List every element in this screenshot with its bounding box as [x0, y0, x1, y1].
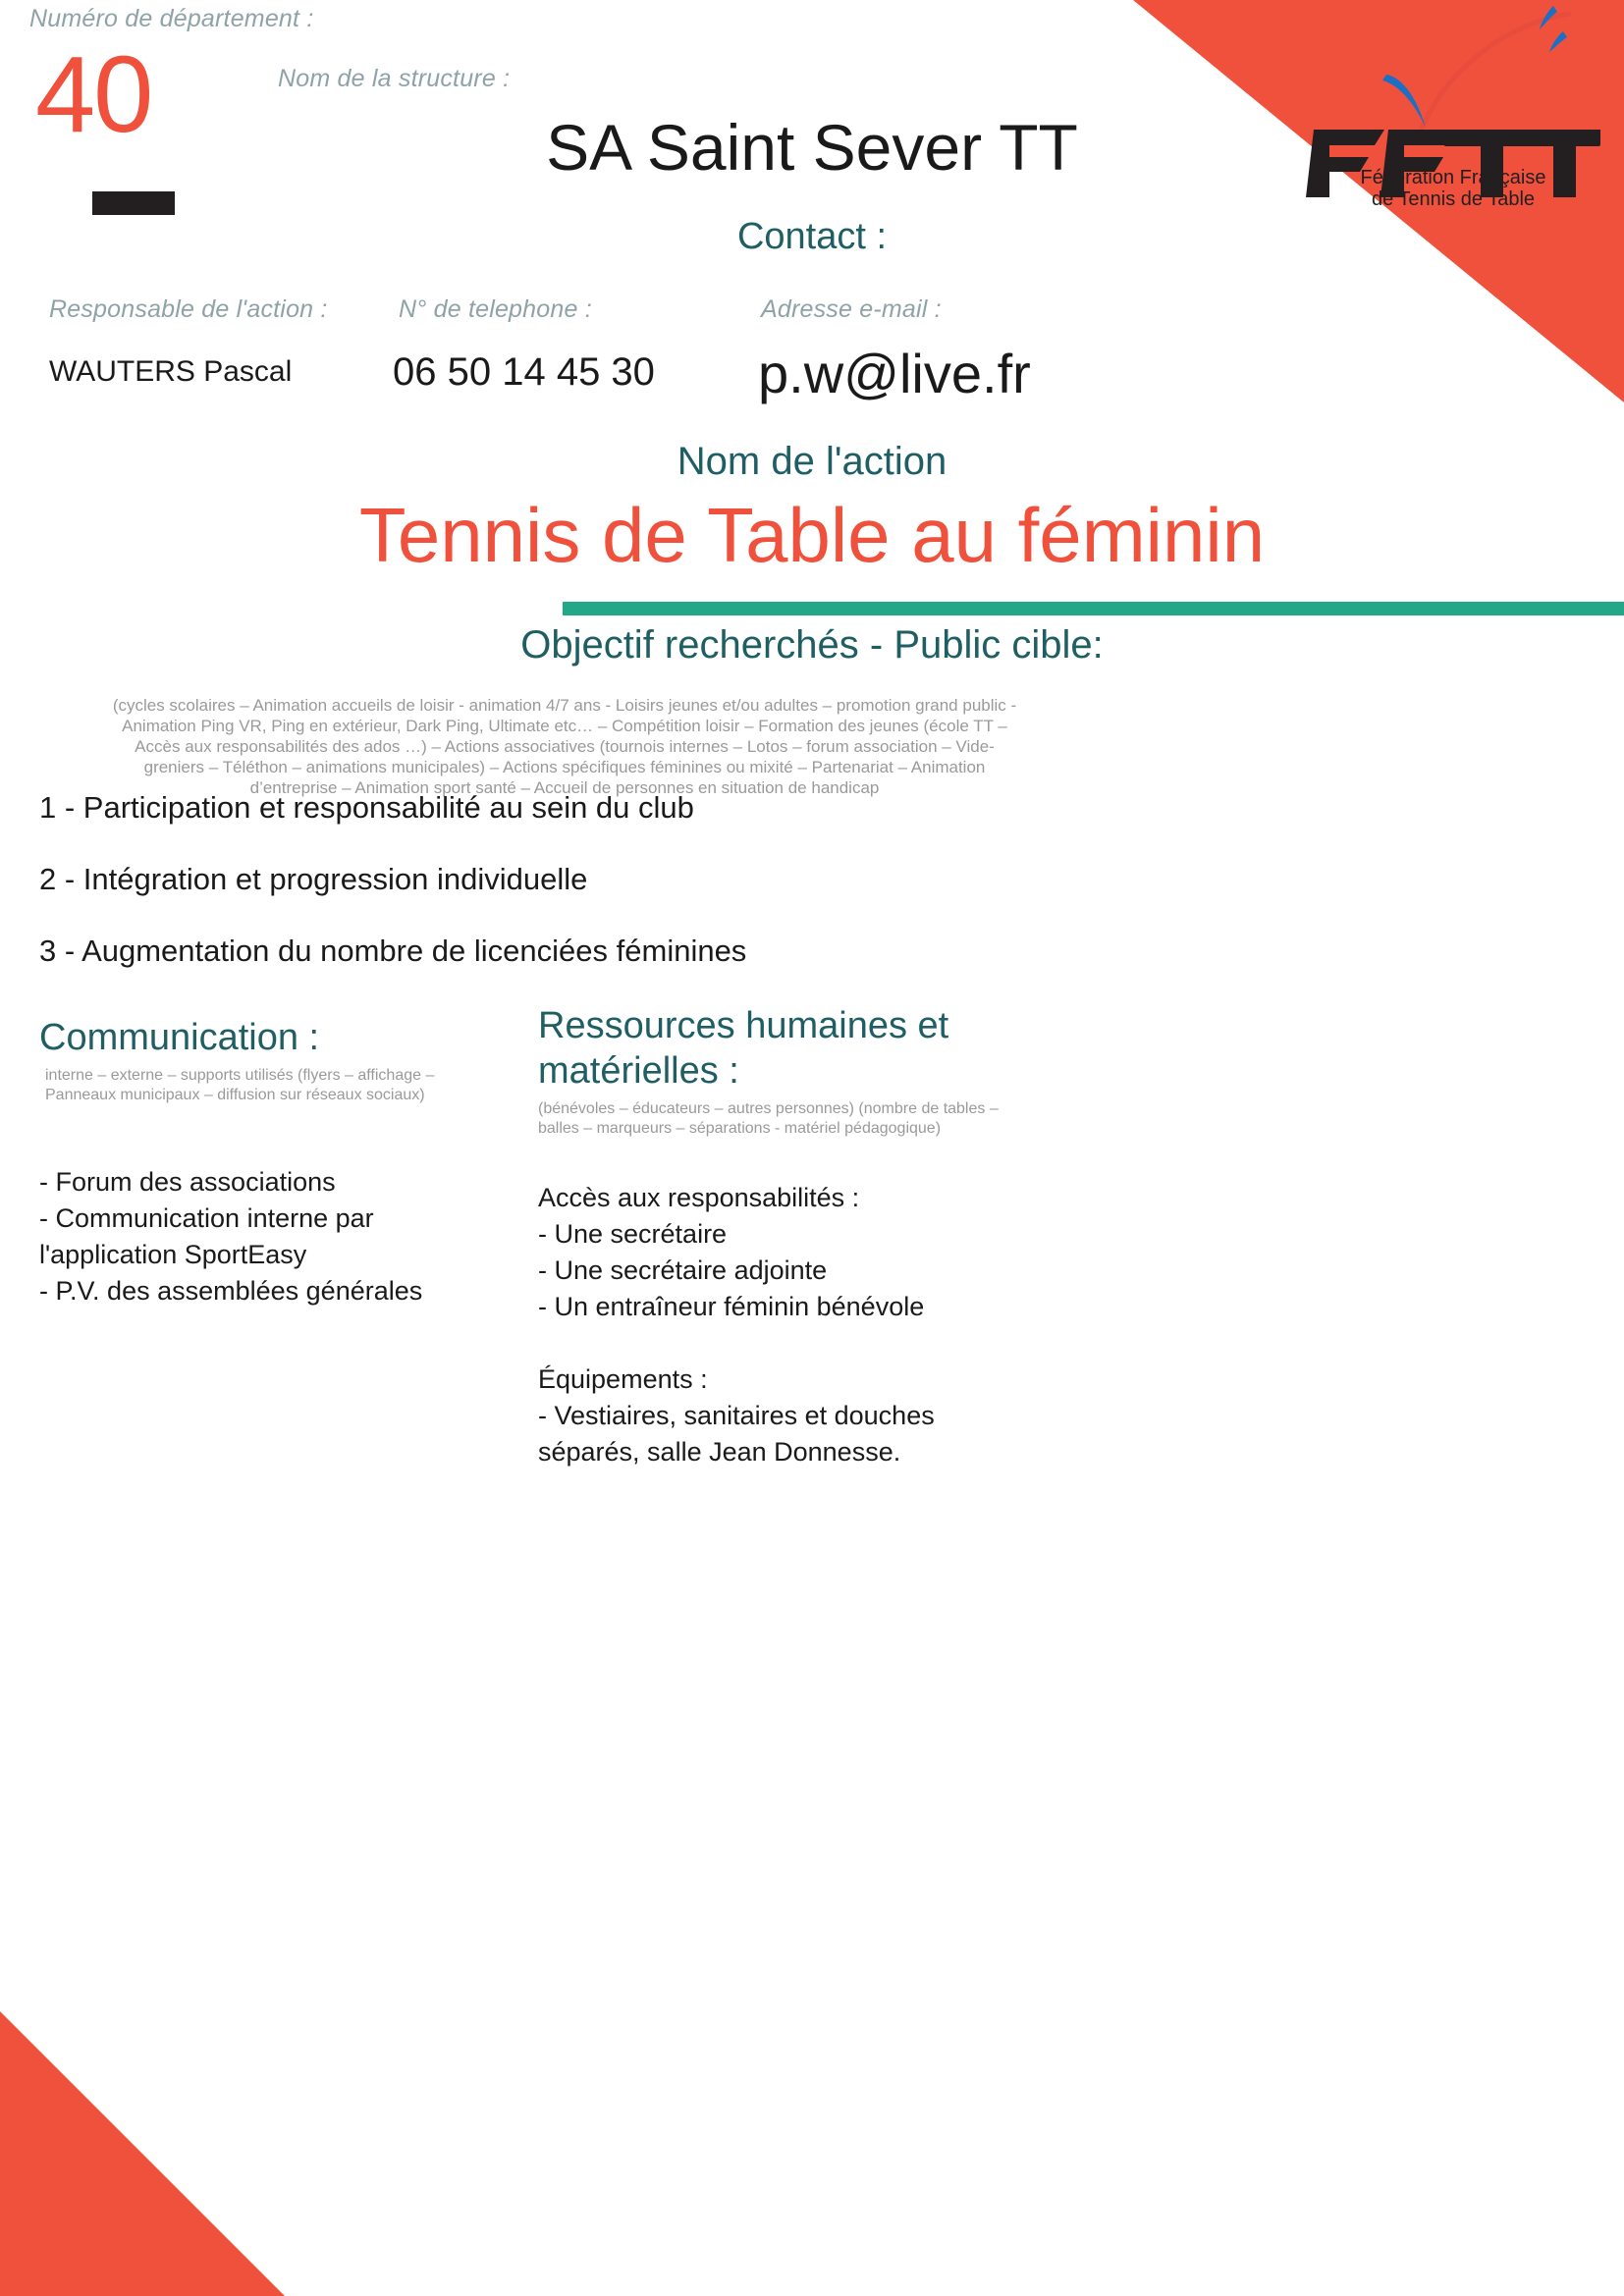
list-item: Équipements : [538, 1364, 708, 1394]
communication-heading: Communication : [39, 1017, 320, 1058]
structure-label: Nom de la structure : [278, 65, 511, 92]
green-divider-bar [563, 602, 1624, 615]
bottom-left-red-triangle [0, 2011, 285, 2296]
objectives-list [39, 790, 746, 1005]
action-title: Tennis de Table au féminin [358, 492, 1266, 578]
email-label: Adresse e-mail : [761, 295, 942, 323]
ressources-note: (bénévoles – éducateurs – autres personnes) (nombre de tables – balles – marqueurs – séparations - matériel pédagogique) [538, 1100, 999, 1137]
ressources-list [538, 1180, 1029, 1470]
list-item: - P.V. des assemblées générales [39, 1276, 423, 1306]
objectives-note: (cycles scolaires – Animation accueils de loisir - animation 4/7 ans - Loisirs jeunes et/ou adultes – promotion grand public - Animation Ping VR, Ping en extérieur, Dark Ping, Ultimate etc… – Compétition loisir – Formation des jeunes (école TT – Accès aux responsabilités des ados …) – Actions associatives (tournois internes – Lotos – forum association – Vide-greniers – Téléthon – animations municipales) – Actions spécifiques féminines ou mixité – Partenariat – Animation d’entreprise – Animation sport santé – Accueil de personnes en situation de handicap [112, 696, 1017, 797]
list-item: séparés, salle Jean Donnesse. [538, 1437, 901, 1467]
communication-section [39, 1015, 501, 1309]
fftt-logo [1306, 0, 1600, 216]
list-item: - Communication interne par [39, 1203, 374, 1233]
list-item-spacer [538, 1325, 1029, 1362]
list-item: l'application SportEasy [39, 1240, 307, 1269]
fftt-line2: de Tennis de Table [1371, 188, 1536, 210]
department-number: 40 [35, 34, 152, 155]
communication-list [39, 1164, 501, 1309]
telephone-label: N° de telephone : [399, 295, 592, 323]
list-item: - Vestiaires, sanitaires et douches [538, 1401, 935, 1430]
fftt-line1: Fédération Française [1360, 167, 1546, 188]
department-underline-bar [92, 191, 175, 215]
ressources-heading: Ressources humaines et matérielles : [538, 1005, 949, 1092]
action-label: Nom de l'action [677, 440, 947, 483]
list-item: - Une secrétaire [538, 1219, 728, 1249]
list-item: 3 - Augmentation du nombre de licenciées féminines [39, 934, 747, 968]
list-item: 1 - Participation et responsabilité au sein du club [39, 790, 694, 825]
objectives-heading: Objectif recherchés - Public cible: [520, 623, 1104, 667]
contact-heading: Contact : [736, 216, 888, 257]
list-item: 2 - Intégration et progression individuelle [39, 862, 588, 896]
responsable-label: Responsable de l'action : [49, 295, 328, 323]
telephone-value: 06 50 14 45 30 [393, 350, 655, 394]
department-label: Numéro de département : [29, 5, 314, 32]
structure-name: SA Saint Sever TT [546, 111, 1078, 184]
responsable-value: WAUTERS Pascal [49, 355, 293, 388]
ressources-section [538, 1003, 1029, 1470]
list-item: - Forum des associations [39, 1167, 336, 1197]
communication-note: interne – externe – supports utilisés (flyers – affichage – Panneaux municipaux – diffusion sur réseaux sociaux) [45, 1067, 435, 1103]
list-item: - Un entraîneur féminin bénévole [538, 1292, 925, 1321]
list-item: - Une secrétaire adjointe [538, 1255, 828, 1285]
email-value: p.w@live.fr [758, 343, 1031, 404]
list-item: Accès aux responsabilités : [538, 1183, 860, 1212]
